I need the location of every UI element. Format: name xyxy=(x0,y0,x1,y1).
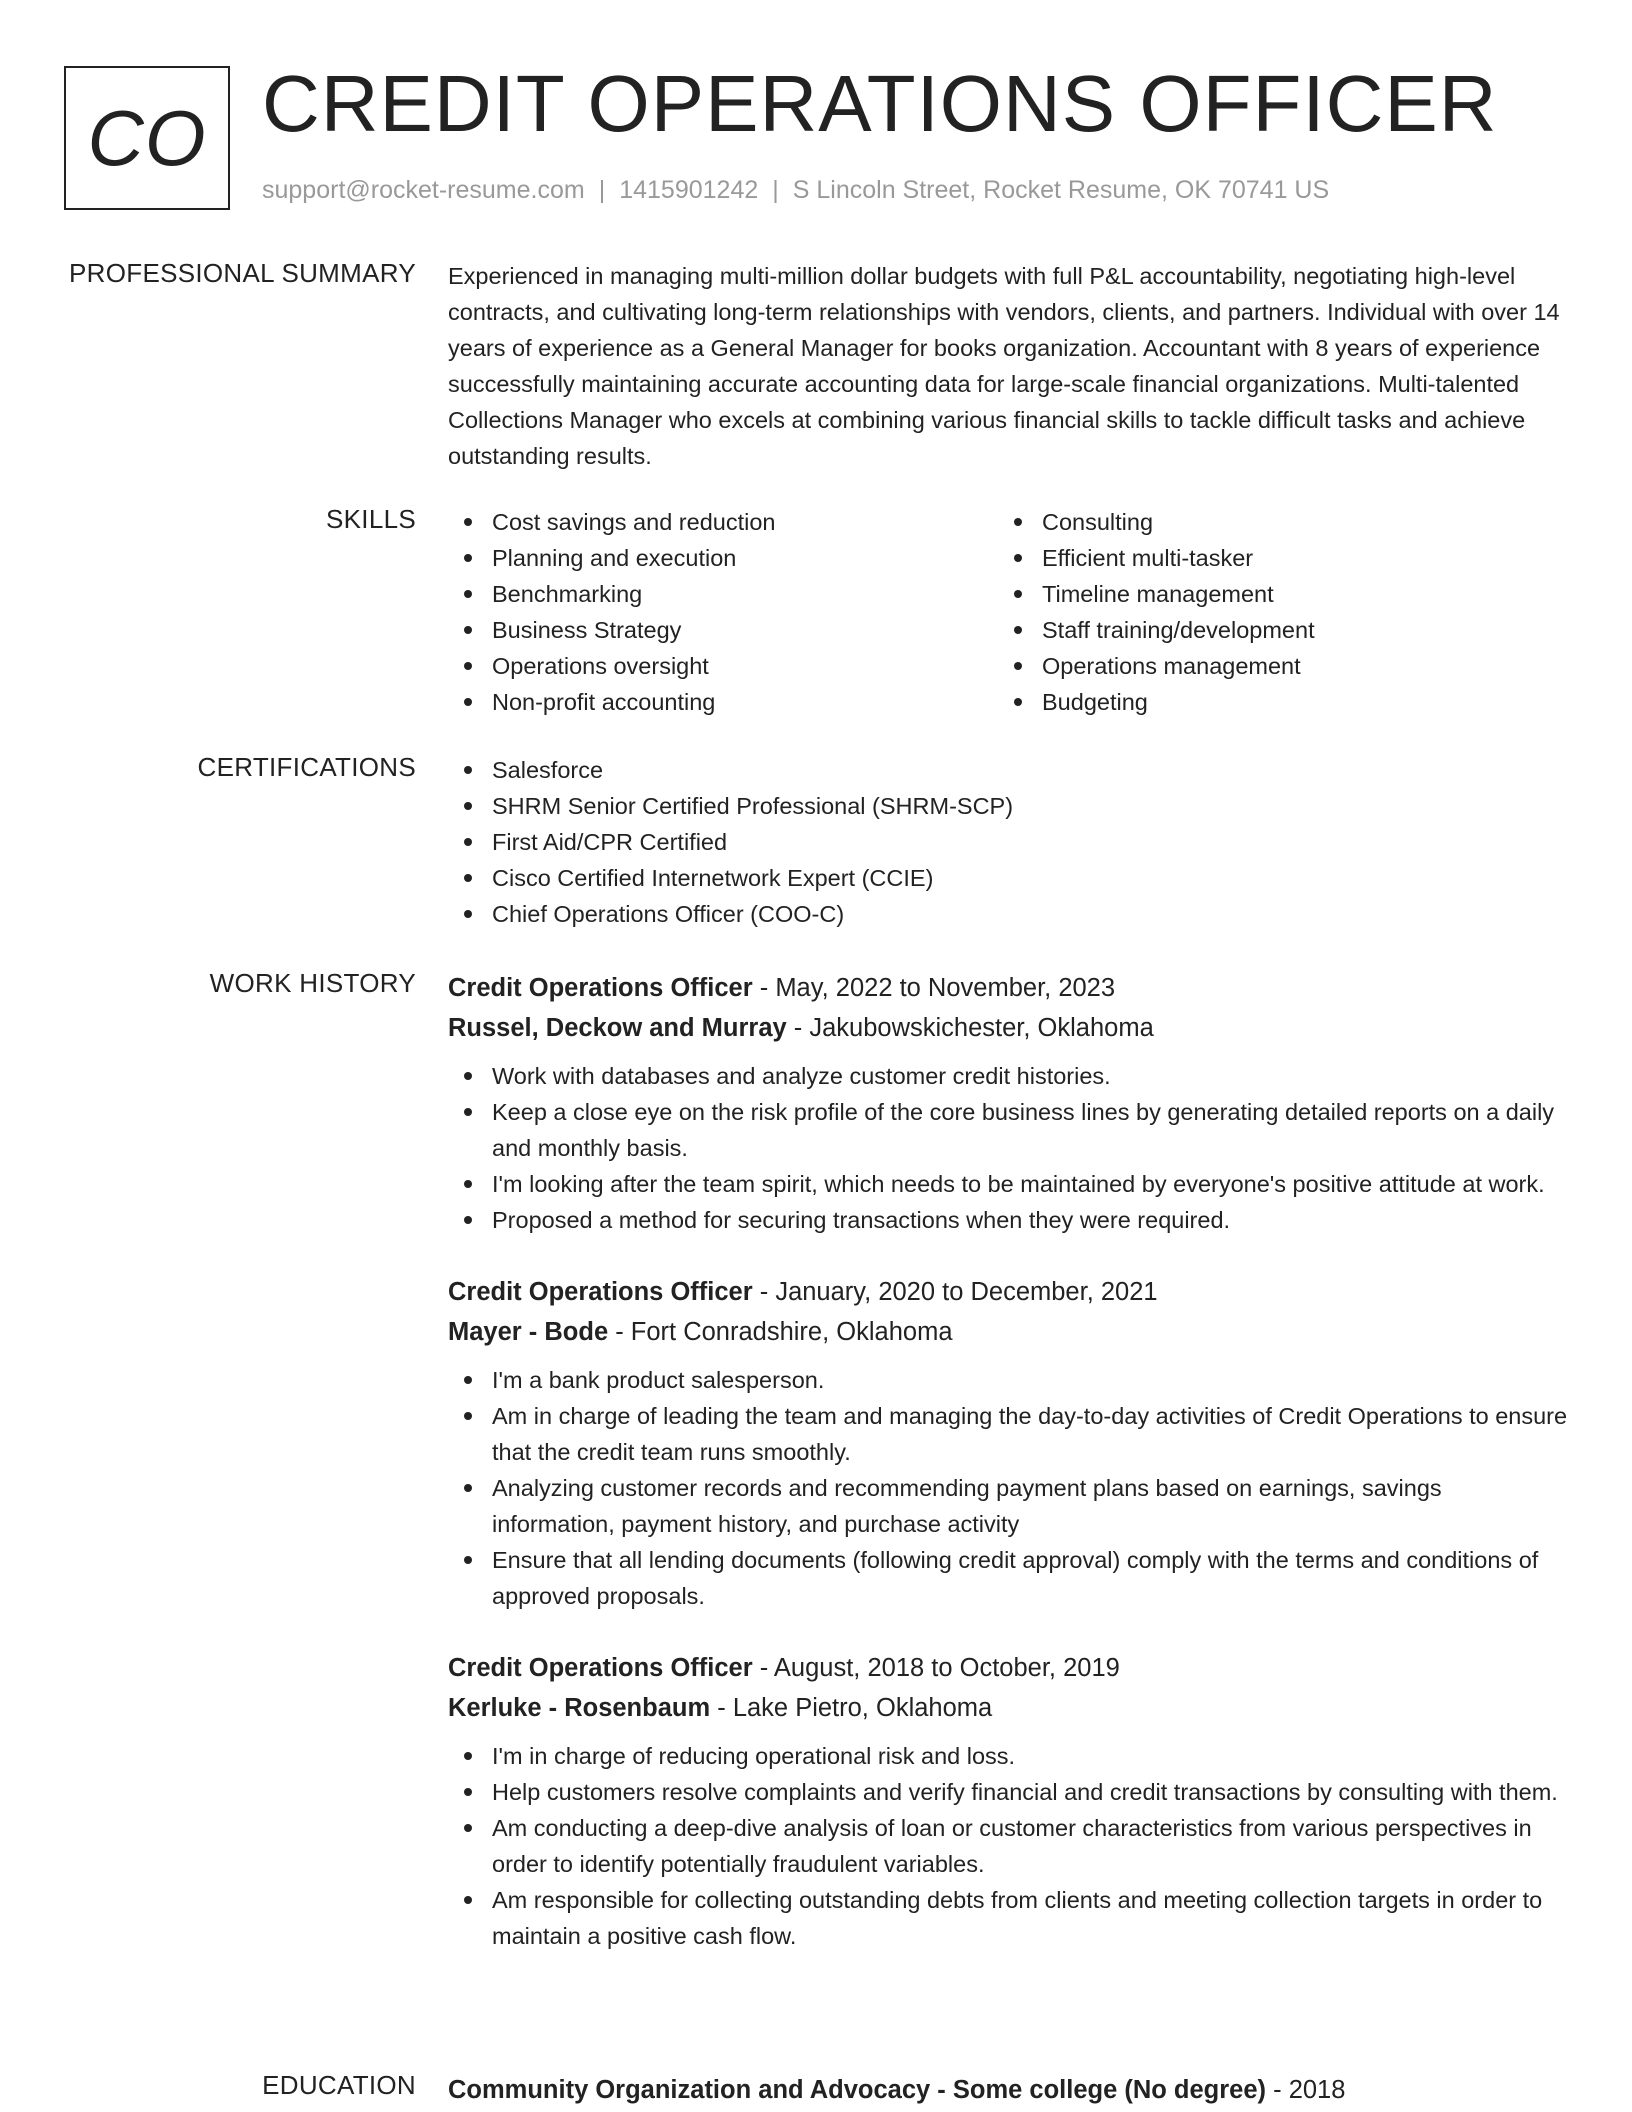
job-duty: Am in charge of leading the team and managing the day-to-day activities of Credit Operations to ensure that the credit team runs smoothly. xyxy=(448,1398,1568,1470)
job-duty: Am conducting a deep-dive analysis of loan or customer characteristics from various perspectives in order to identify potentially fraudulent variables. xyxy=(448,1810,1568,1882)
job-dates: - August, 2018 to October, 2019 xyxy=(752,1654,1120,1682)
job-duties-list xyxy=(448,1738,1568,1954)
education-degree: Community Organization and Advocacy - Some college (No degree) xyxy=(448,2076,1267,2104)
section-title-certifications: CERTIFICATIONS xyxy=(197,752,416,782)
job-location: - Fort Conradshire, Oklahoma xyxy=(608,1318,953,1346)
skill-item: Efficient multi-tasker xyxy=(998,540,1548,576)
job-title-line xyxy=(448,968,1568,1008)
job-duty: Work with databases and analyze customer credit histories. xyxy=(448,1058,1568,1094)
contact-separator: | xyxy=(598,176,606,204)
certifications-body xyxy=(448,752,1568,932)
summary-text: Experienced in managing multi-million dollar budgets with full P&L accountability, negotiating high-level contracts, and cultivating long-term relationships with vendors, clients, and partners. Individual with over 14 years of experience as a General Manager for books organization. Accountant with 8 years of experience successfully maintaining accurate accounting data for large-scale financial organizations. Multi-talented Collections Manager who excels at combining various financial skills to tackle difficult tasks and achieve outstanding results. xyxy=(448,263,1560,469)
certification-item: SHRM Senior Certified Professional (SHRM-SCP) xyxy=(448,788,1568,824)
job-company: Mayer - Bode xyxy=(448,1318,609,1346)
resume-title: CREDIT OPERATIONS OFFICER xyxy=(262,59,1498,148)
certification-item: First Aid/CPR Certified xyxy=(448,824,1568,860)
contact-phone[interactable]: 1415901242 xyxy=(619,176,759,204)
job-company-line xyxy=(448,1688,1568,1728)
job-company: Kerluke - Rosenbaum xyxy=(448,1694,711,1722)
job-duties-list xyxy=(448,1058,1568,1238)
job-title-line xyxy=(448,1648,1568,1688)
skill-item: Operations oversight xyxy=(448,648,998,684)
job-entry xyxy=(448,968,1568,1238)
section-title-summary: PROFESSIONAL SUMMARY xyxy=(69,258,416,288)
skill-item: Benchmarking xyxy=(448,576,998,612)
skill-item: Operations management xyxy=(998,648,1548,684)
monogram-text: CO xyxy=(87,93,207,182)
job-duties-list xyxy=(448,1362,1568,1614)
job-role: Credit Operations Officer xyxy=(448,1654,753,1682)
section-title-skills: SKILLS xyxy=(326,504,416,534)
section-title-work-history: WORK HISTORY xyxy=(209,968,416,998)
monogram-badge xyxy=(64,66,230,210)
skill-item: Staff training/development xyxy=(998,612,1548,648)
contact-address: S Lincoln Street, Rocket Resume, OK 70741 US xyxy=(792,176,1330,204)
skill-item: Budgeting xyxy=(998,684,1548,720)
skill-item: Business Strategy xyxy=(448,612,998,648)
job-duty: Help customers resolve complaints and verify financial and credit transactions by consulting with them. xyxy=(448,1774,1568,1810)
certification-item: Cisco Certified Internetwork Expert (CCIE) xyxy=(448,860,1568,896)
job-dates: - May, 2022 to November, 2023 xyxy=(752,974,1116,1002)
certification-item: Salesforce xyxy=(448,752,1568,788)
skill-item: Planning and execution xyxy=(448,540,998,576)
job-duty: Ensure that all lending documents (following credit approval) comply with the terms and conditions of approved proposals. xyxy=(448,1542,1568,1614)
job-duty: I'm in charge of reducing operational risk and loss. xyxy=(448,1738,1568,1774)
job-entry xyxy=(448,1648,1568,1954)
contact-separator: | xyxy=(772,176,779,204)
job-duty: Am responsible for collecting outstanding debts from clients and meeting collection targets in order to maintain a positive cash flow. xyxy=(448,1882,1568,1954)
skills-list-left xyxy=(448,504,998,720)
job-company-line xyxy=(448,1312,1568,1352)
job-company-line xyxy=(448,1008,1568,1048)
skill-item: Cost savings and reduction xyxy=(448,504,998,540)
job-role: Credit Operations Officer xyxy=(448,974,753,1002)
job-location: - Lake Pietro, Oklahoma xyxy=(710,1694,993,1722)
job-duty: Analyzing customer records and recommending payment plans based on earnings, savings information, payment history, and purchase activity xyxy=(448,1470,1568,1542)
contact-email[interactable]: support@rocket-resume.com xyxy=(262,176,585,204)
certifications-list xyxy=(448,752,1568,932)
education-entry xyxy=(448,2070,1568,2110)
job-title-line xyxy=(448,1272,1568,1312)
certification-item: Chief Operations Officer (COO-C) xyxy=(448,896,1568,932)
job-duty: I'm looking after the team spirit, which needs to be maintained by everyone's positive attitude at work. xyxy=(448,1166,1568,1202)
skill-item: Consulting xyxy=(998,504,1548,540)
section-title-education: EDUCATION xyxy=(262,2070,416,2100)
job-entry xyxy=(448,1272,1568,1614)
skill-item: Non-profit accounting xyxy=(448,684,998,720)
job-duty: Keep a close eye on the risk profile of the core business lines by generating detailed reports on a daily and monthly basis. xyxy=(448,1094,1568,1166)
job-duty: Proposed a method for securing transactions when they were required. xyxy=(448,1202,1568,1238)
job-role: Credit Operations Officer xyxy=(448,1278,753,1306)
education-year: - 2018 xyxy=(1266,2076,1346,2104)
job-location: - Jakubowskichester, Oklahoma xyxy=(786,1014,1154,1042)
job-dates: - January, 2020 to December, 2021 xyxy=(752,1278,1158,1306)
skills-columns xyxy=(448,504,1568,720)
skills-list-right xyxy=(998,504,1548,720)
skill-item: Timeline management xyxy=(998,576,1548,612)
job-duty: I'm a bank product salesperson. xyxy=(448,1362,1568,1398)
work-history-body xyxy=(448,968,1568,1988)
contact-line xyxy=(262,176,1329,205)
job-company: Russel, Deckow and Murray xyxy=(448,1014,787,1042)
